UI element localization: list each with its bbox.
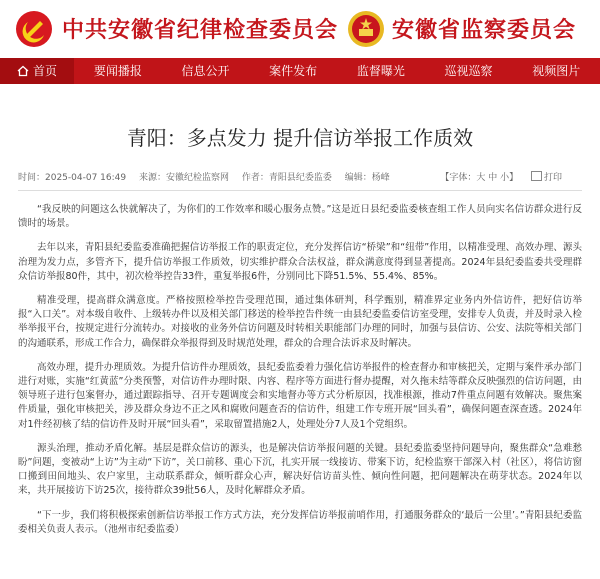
- nav-item-news[interactable]: 要闻播报: [93, 64, 142, 78]
- site-title-supervision: 安徽省监察委员会: [392, 17, 577, 43]
- site-header: [0, 0, 600, 58]
- nav-item-info-disclosure[interactable]: 信息公开: [181, 64, 230, 78]
- article-source: 来源：安徽纪检监察网: [138, 173, 229, 183]
- article-paragraph: 去年以来，青阳县纪委监委准确把握信访举报工作的职责定位，充分发挥信访“桥梁”和“纽带”作用，以精准受理、高效办理、源头治理为发力点，多管齐下，提升信访举报工作质效，切实维护群众合法权益，群众满意度得到显著提高。2024年县纪委监委共受理群众信访举报80件，其中，初次检举控告33件，重复举报6件，分别同比下降51.5%、55.4%、85%。: [18, 242, 582, 282]
- article-title: 青阳：多点发力 提升信访举报工作质效: [126, 126, 474, 150]
- nav-item-case-release[interactable]: 案件发布: [269, 64, 318, 78]
- article-paragraph: 高效办理，提升办理质效。为提升信访件办理质效，县纪委监委着力强化信访举报件的检查督办和审核把关，定期与案件承办部门进行对账，实施“红黄蓝”分类预警，对信访件办理时限、内容、程序等方面进行督办提醒，对久拖未结等群众反映强烈的信访问题，由领导班子进行包案督办，通过跟踪指导、召开专题调度会和实地督办等方式分析原因，找准根源，推动7件重点问题有效解决。聚焦案件质量，强化审核把关，涉及群众身边不正之风和腐败问题查否的信访件，组建工作专班开展“回头看”，确保问题查深查透。2024年对1件经初核了结的信访件及时开展“回头看”，采取留置措施2人，处理处分7人及1个党组织。: [18, 361, 582, 430]
- print-label: 打印: [543, 173, 562, 183]
- article-paragraph: “下一步，我们将积极探索创新信访举报工作方式方法，充分发挥信访举报前哨作用，打通服务群众的‘最后一公里’。”青阳县纪委监委相关负责人表示。（池州市纪委监委）: [18, 509, 582, 535]
- font-size-switch[interactable]: 【字体：大 中 小】: [440, 173, 519, 183]
- article-body: [18, 203, 582, 537]
- publish-time: 时间：2025-04-07 16:49: [18, 173, 127, 183]
- home-icon: [17, 65, 29, 77]
- main-nav: [0, 58, 600, 84]
- state-emblem-icon: [346, 9, 386, 49]
- nav-item-label: 首页: [32, 64, 57, 78]
- nav-item-home[interactable]: [0, 58, 74, 84]
- meta-tools: [440, 170, 582, 183]
- print-button[interactable]: [531, 173, 572, 183]
- nav-item-inspection[interactable]: 巡视巡察: [444, 64, 493, 78]
- article-author: 作者：青阳县纪委监委: [241, 173, 332, 183]
- party-emblem-icon: [14, 9, 54, 49]
- nav-item-exposure[interactable]: 监督曝光: [356, 64, 405, 78]
- print-icon: [531, 171, 542, 181]
- article-paragraph: 精准受理，提高群众满意度。严格按照检举控告受理范围，通过集体研判，科学甄别，精准界定业务内外信访件，把好信访举报“入口关”。对本级自收件、上级转办件以及相关部门移送的检举控告件统一由县纪委监委信访室受理，安排专人负责，并及时录入检举举报平台，按规定进行分流转办。对接收的业务外信访问题及时转相关职能部门办理的同时，加强与县信访、公安、法院等相关部门的沟通联系，形成工作合力，确保群众举报得到及时规范处理，群众的合理合法诉求及时解决。: [18, 295, 582, 349]
- nav-item-video[interactable]: 视频图片: [532, 64, 581, 78]
- article-editor: 编辑：杨峰: [344, 173, 390, 183]
- site-title-discipline: 中共安徽省纪律检查委员会: [62, 17, 339, 43]
- article-paragraph: “我反映的问题这么快就解决了，为你们的工作效率和暖心服务点赞。”这是近日县纪委监委核查组工作人员向实名信访群众进行反馈时的场景。: [18, 204, 582, 230]
- article-meta: [18, 170, 582, 191]
- article-paragraph: 源头治理，推动矛盾化解。基层是群众信访的源头，也是解决信访举报问题的关键。县纪委监委坚持问题导向，聚焦群众“急难愁盼”问题，变被动“上访”为主动“下访”，关口前移、重心下沉，扎实开展一线接访、带案下访，纪检监察干部深入村（社区），将信访窗口搬到田间地头、农户家里，主动联系群众，倾听群众心声，解决好信访苗头性、倾向性问题，把问题解决在萌芽状态。2024年以来，共开展接访下访25次，接待群众39批56人，及时化解群众矛盾。: [18, 442, 582, 497]
